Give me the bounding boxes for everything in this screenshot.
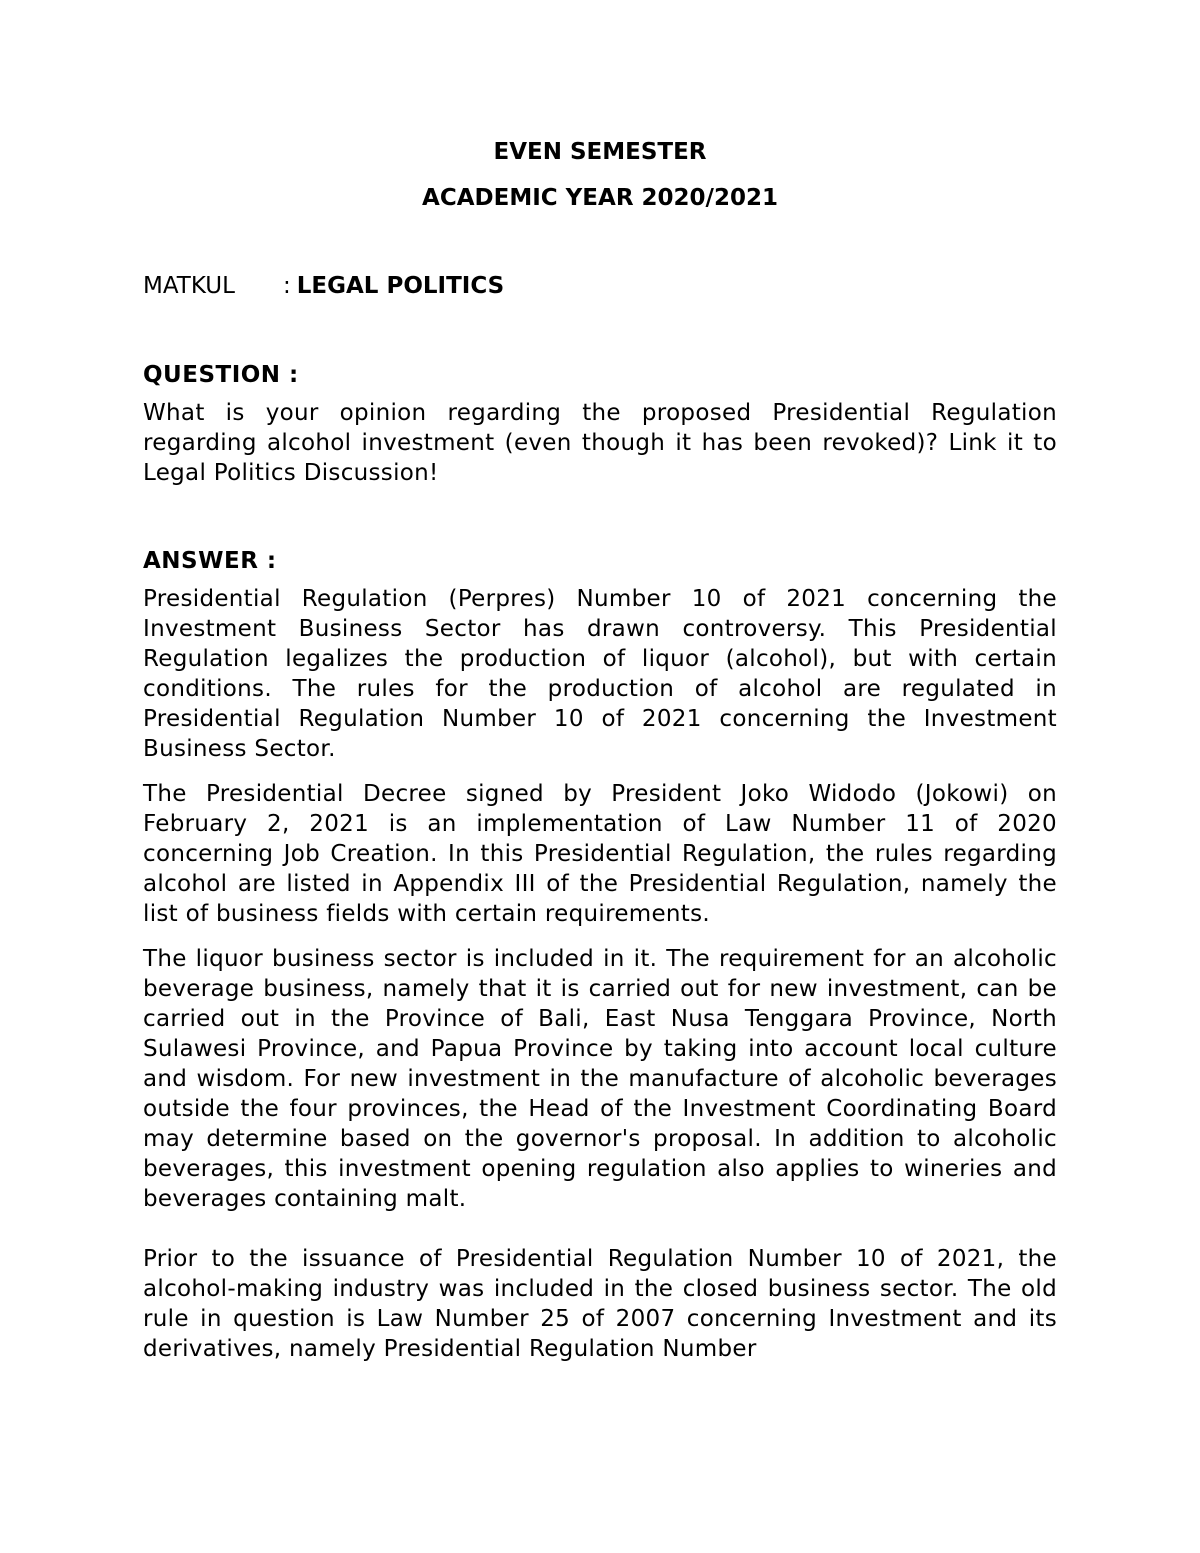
document-content [143,137,1057,1364]
answer-paragraph-2: The Presidential Decree signed by President Joko Widodo (Jokowi) on February 2, 2021 is an implementation of Law Number 11 of 2020 concerning Job Creation. In this Presidential Regulation, the rules regarding alcohol are listed in Appendix III of the Presidential Regulation, namely the list of business fields with certain requirements. [143,781,1057,927]
course-label: MATKUL [143,273,235,299]
course-row [143,271,1057,301]
answer-heading: ANSWER : [143,548,277,574]
answer-paragraph-3: The liquor business sector is included in it. The requirement for an alcoholic beverage business, namely that it is carried out for new investment, can be carried out in the Province of Bali, East Nusa Tenggara Province, North Sulawesi Province, and Papua Province by taking into account local culture and wisdom. For new investment in the manufacture of alcoholic beverages outside the four provinces, the Head of the Investment Coordinating Board may determine based on the governor's proposal. In addition to alcoholic beverages, this investment opening regulation also applies to wineries and beverages containing malt. [143,946,1057,1212]
academic-year-title: ACADEMIC YEAR 2020/2021 [422,185,778,211]
course-name: LEGAL POLITICS [296,273,505,299]
course-separator: : [283,273,291,299]
answer-paragraph-4: Prior to the issuance of Presidential Regulation Number 10 of 2021, the alcohol-making industry was included in the closed business sector. The old rule in question is Law Number 25 of 2007 concerning Investment and its derivatives, namely Presidential Regulation Number [143,1246,1057,1362]
question-text: What is your opinion regarding the proposed Presidential Regulation regarding alcohol investment (even though it has been revoked)? Link it to Legal Politics Discussion! [143,400,1057,486]
answer-paragraph-1: Presidential Regulation (Perpres) Number 10 of 2021 concerning the Investment Business Sector has drawn controversy. This Presidential Regulation legalizes the production of liquor (alcohol), but with certain conditions. The rules for the production of alcohol are regulated in Presidential Regulation Number 10 of 2021 concerning the Investment Business Sector. [143,586,1057,762]
question-heading: QUESTION : [143,362,299,388]
semester-title: EVEN SEMESTER [493,139,707,165]
